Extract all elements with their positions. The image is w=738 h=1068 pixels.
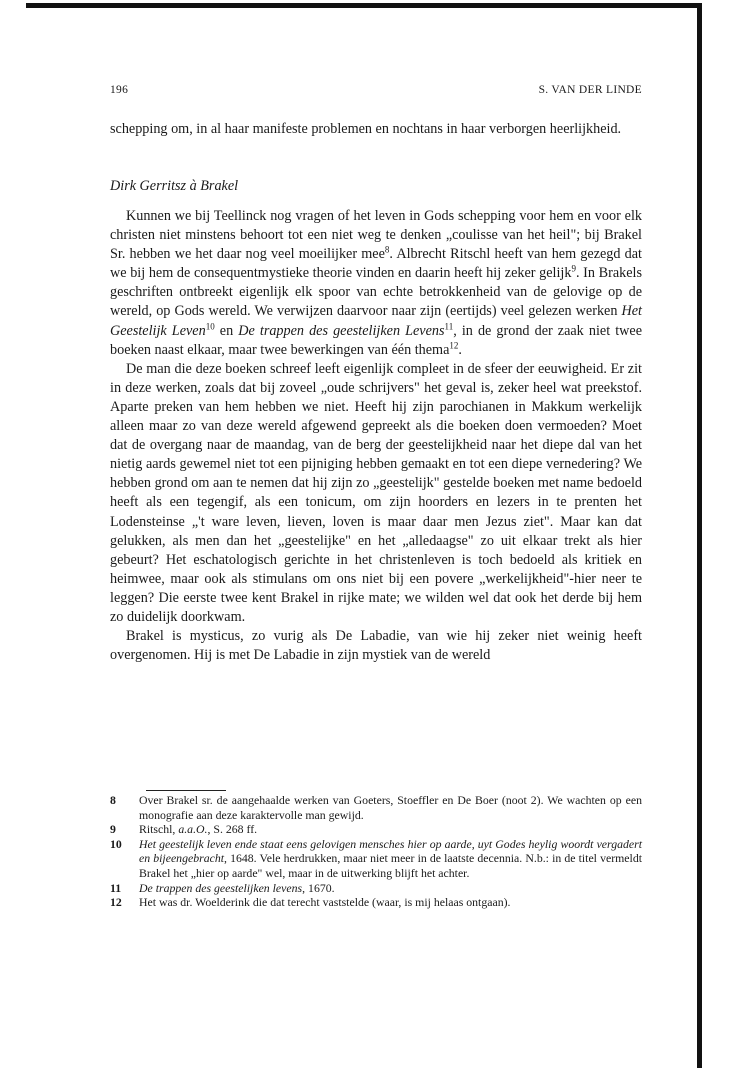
- footnote: [110, 822, 642, 837]
- scan-border-top: [26, 3, 702, 8]
- body-text: [110, 207, 642, 665]
- footnote: [110, 793, 642, 822]
- p1-text-d: en: [214, 322, 239, 339]
- footnote: [110, 837, 642, 881]
- footnote-title: a.a.O.: [178, 822, 208, 837]
- page-header: [110, 84, 642, 102]
- footnote-number: 10: [110, 836, 122, 851]
- footnote-rule: [146, 790, 226, 791]
- footnote-text: [139, 895, 642, 910]
- footnote-ref-8: 8: [384, 244, 390, 255]
- scan-border-right: [697, 3, 702, 1068]
- footnote-text-part: , 1670.: [302, 880, 335, 895]
- footnotes: [110, 793, 642, 910]
- footnote: [110, 881, 642, 896]
- footnote-ref-10: 10: [205, 320, 215, 331]
- book-title-1: Het Geestelijk Leven: [110, 303, 642, 339]
- footnote-ref-9: 9: [571, 263, 576, 274]
- p1-text-f: .: [458, 341, 462, 358]
- intro-paragraph: [110, 120, 642, 139]
- footnote-text-part: Ritschl,: [139, 822, 179, 837]
- p1-text-a: Kunnen we bij Teellinck nog vragen of het leven in Gods schepping voor hem en voor elk christen niet minstens behoort tot een niet weg te denken „coulisse van het heil"; bij Brakel Sr. hebben we het daar nog veel moeilijker mee: [110, 208, 642, 263]
- footnote-text-part: Over Brakel sr. de aangehaalde werken van Goeters, Stoeffler en De Boer (noot 2). We wachten op een monografie aan deze karaktervolle man gewijd.: [139, 793, 642, 822]
- footnote-number: 9: [110, 822, 116, 837]
- footnote-ref-12: 12: [449, 339, 459, 350]
- footnote-number: 11: [110, 880, 122, 895]
- running-title: S. VAN DER LINDE: [538, 84, 642, 96]
- p1-text-c: . In Brakels geschriften ontbreekt eigenlijk elk spoor van echte betrokkenheid van de gelovige op de wereld, op Gods wereld. We verwijzen daarvoor naar zijn (eertijds) veel gelezen werken: [110, 265, 642, 320]
- footnote-text: [139, 822, 642, 837]
- p1-text-b: . Albrecht Ritschl heeft van hem gezegd dat we bij hem de consequentmystieke theorie vinden en daarin heeft hij zeker gelijk: [110, 246, 642, 282]
- footnote-text: [139, 881, 642, 896]
- page-number: 196: [110, 84, 129, 96]
- p1-text-e: , in de grond der zaak niet twee boeken naast elkaar, maar twee bewerkingen van één thema: [110, 322, 642, 358]
- book-title-2: De trappen des geestelijken Levens: [238, 322, 445, 339]
- footnote-text: [139, 837, 642, 881]
- paragraph-2: De man die deze boeken schreef leeft eigenlijk compleet in de sfeer der eeuwigheid. Er zit in deze werken, zoals dat bij zoveel „oude schrijvers" het geval is, zeker heel wat preekstof. Aparte preken van hem hebben we niet. Heeft hij zijn parochianen in Makkum werkelijk alleen maar zo van deze wereld afgewend gepreekt als die boeken doen vermoeden? Moet dat de overgang naar de maandag, van de berg der geestelijkheid naar het diepe dal van het nietig aards gewemel niet tot een pijniging hebben gemaakt en tot een diepe vernedering? We hebben grond om aan te nemen dat hij zijn zo „geestelijk" gestelde boeken met name bedoeld heeft als een tegengif, als een tonicum, om zijn hoorders en lezers in te prenten het Lodensteinse „'t ware leven, lieven, loven is maar daar men Jezus ziet". Maar kan dat gelukken, als men dan het „geestelijke" en het „alledaagse" zo uit elkaar trekt als hier gebeurt? Het eschatologisch gerichte in het christenleven is toch bedoeld als kritiek en heimwee, maar ook als stimulans om ons niet bij een povere „werkelijkheid"-hier neer te leggen? Die eerste twee kent Brakel in rijke mate; we wilden wel dat ook het derde bij hem zo duidelijk doorkwam.: [110, 360, 642, 625]
- footnote-text-part: , 1648. Vele herdrukken, maar niet meer in de laatste decennia. N.b.: in de titel vermeldt Brakel het „hier op aarde" wel, maar in de uitwerking blijft het achter.: [139, 851, 642, 880]
- footnote: [110, 895, 642, 910]
- paragraph-3: Brakel is mysticus, zo vurig als De Labadie, van wie hij zeker niet weinig heeft overgenomen. Hij is met De Labadie in zijn mystiek van de wereld: [110, 628, 642, 664]
- footnote-title: De trappen des geestelijken levens: [139, 880, 303, 895]
- section-heading: Dirk Gerritsz à Brakel: [110, 178, 239, 194]
- footnote-ref-11: 11: [444, 320, 454, 331]
- intro-text: schepping om, in al haar manifeste problemen en nochtans in haar verborgen heerlijkheid.: [110, 121, 622, 137]
- paragraph-1: [110, 207, 642, 360]
- footnote-number: 12: [110, 895, 122, 910]
- footnote-text-part: , S. 268 ff.: [207, 822, 258, 837]
- footnote-number: 8: [110, 793, 116, 807]
- footnote-title: Het geestelijk leven ende staat eens gelovigen mensches hier op aarde, uyt Godes heylig woordt vergadert en bijeengebracht: [139, 836, 642, 866]
- footnote-text-part: Het was dr. Woelderink die dat terecht vaststelde (waar, is mij helaas ontgaan).: [139, 895, 511, 910]
- footnote-text: [139, 793, 642, 822]
